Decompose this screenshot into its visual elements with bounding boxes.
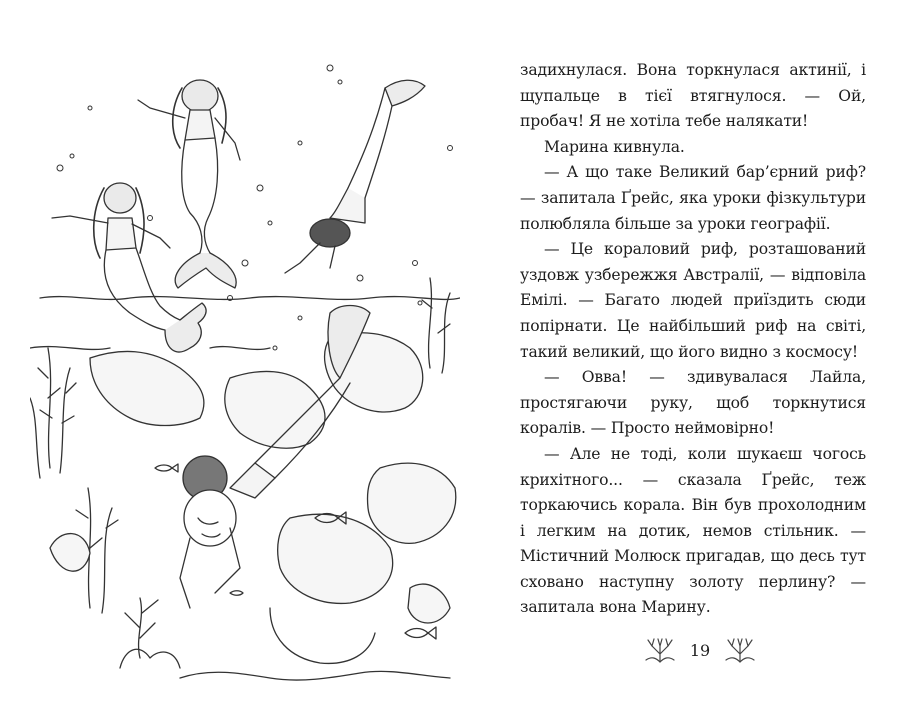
- paragraph: — Але не тоді, коли шукаєш чогось крихітного... — сказала Ґрейс, теж торкаючись корала. Він був прохолодним і легким на дотик, немов стільник. — Містичний Молюск пригадав, що десь тут сховано наступну золоту перлину? — запитала вона Марину.: [520, 444, 866, 617]
- mermaid-right: [285, 80, 425, 273]
- paragraph: Марина кивнула.: [544, 137, 685, 156]
- coral-ornament-icon: [722, 636, 758, 664]
- paragraph: — А що таке Великий бар’єрний риф? — запитала Ґрейс, яка уроки фізкультури полюбляла більше за уроки географії.: [520, 163, 866, 233]
- page-text: [520, 58, 866, 621]
- page-number: 19: [689, 640, 711, 660]
- mermaids-coral-reef-illustration: [30, 48, 460, 684]
- mermaid-top: [138, 80, 240, 288]
- paragraph: задихнулася. Вона торкнулася актинії, і щупальце в тієї втягнулося. — Ой, пробач! Я не хотіла тебе налякати!: [520, 61, 866, 131]
- page-footer: [630, 634, 770, 666]
- coral-ornament-icon: [642, 636, 678, 664]
- paragraph: — Овва! — здивувалася Лайла, простягаючи руку, щоб торкнутися коралів. — Просто неймовірно!: [520, 368, 866, 438]
- sea-floor: [30, 297, 460, 604]
- paragraph: — Це кораловий риф, розташований уздовж узбережжя Австралії, — відповіла Емілі. — Багато людей приїздить сюди попірнати. Це найбільший риф на світі, такий великий, що його видно з космосу!: [520, 240, 866, 361]
